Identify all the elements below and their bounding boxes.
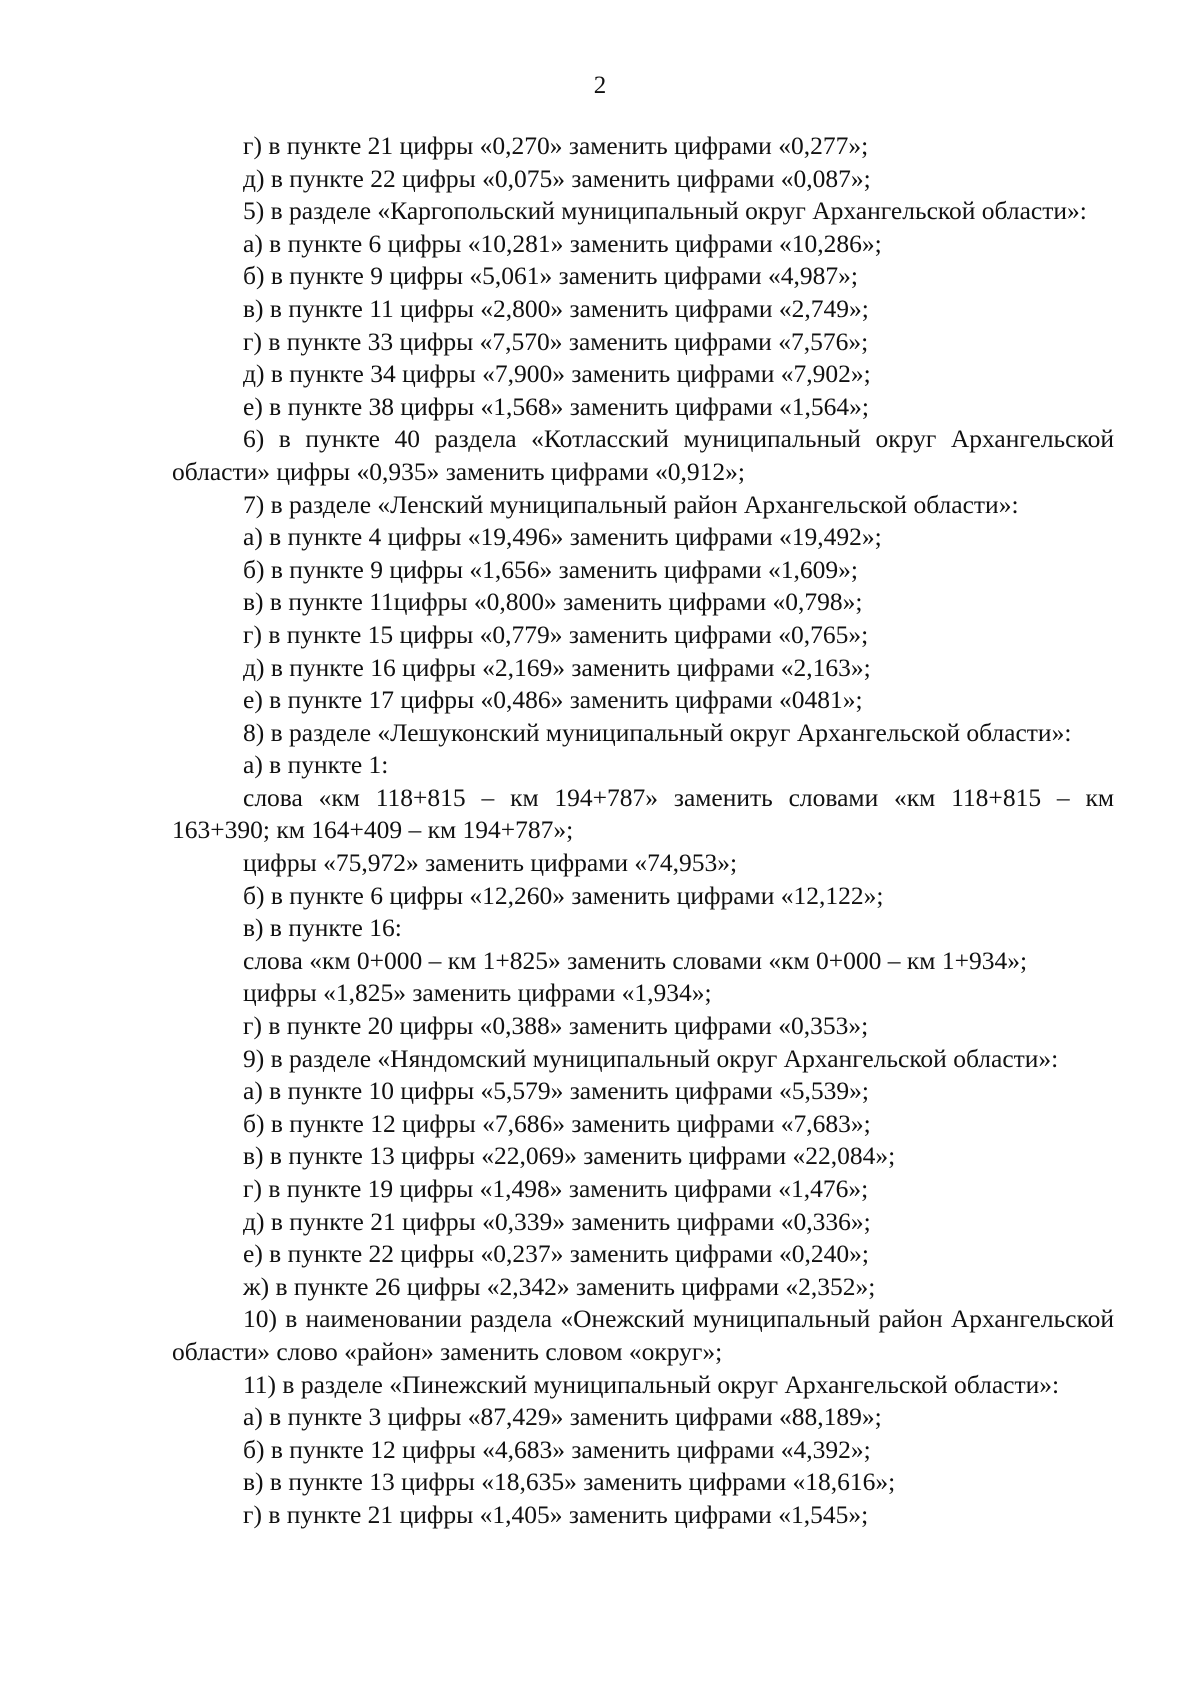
paragraph: 7) в разделе «Ленский муниципальный район Архангельской области»: <box>243 489 1019 519</box>
paragraph: г) в пункте 19 цифры «1,498» заменить цифрами «1,476»; <box>243 1174 869 1203</box>
paragraph: в) в пункте 11цифры «0,800» заменить цифрами «0,798»; <box>243 587 863 617</box>
paragraph: е) в пункте 38 цифры «1,568» заменить цифрами «1,564»; <box>243 391 870 421</box>
paragraph: а) в пункте 6 цифры «10,281» заменить цифрами «10,286»; <box>243 228 882 258</box>
paragraph: б) в пункте 12 цифры «4,683» заменить цифрами «4,392»; <box>243 1434 871 1464</box>
paragraph: б) в пункте 9 цифры «5,061» заменить цифрами «4,987»; <box>243 261 858 291</box>
document-body <box>172 130 1114 1532</box>
paragraph: 10) в наименовании раздела «Онежский муниципальный район Архангельской области» слово «район» заменить словом «округ»; <box>172 1304 1114 1366</box>
paragraph: е) в пункте 17 цифры «0,486» заменить цифрами «0481»; <box>243 685 863 715</box>
paragraph: в) в пункте 16: <box>243 913 402 943</box>
paragraph: д) в пункте 34 цифры «7,900» заменить цифрами «7,902»; <box>243 359 871 389</box>
paragraph: г) в пункте 15 цифры «0,779» заменить цифрами «0,765»; <box>243 619 869 649</box>
paragraph: цифры «75,972» заменить цифрами «74,953»; <box>243 848 738 878</box>
paragraph: д) в пункте 16 цифры «2,169» заменить цифрами «2,163»; <box>243 652 871 682</box>
paragraph: г) в пункте 20 цифры «0,388» заменить цифрами «0,353»; <box>243 1011 869 1041</box>
page-number: 2 <box>593 72 607 99</box>
paragraph: б) в пункте 12 цифры «7,686» заменить цифрами «7,683»; <box>243 1108 871 1138</box>
paragraph: 6) в пункте 40 раздела «Котласский муниципальный округ Архангельской области» цифры «0,935» заменить цифрами «0,912»; <box>172 424 1114 486</box>
paragraph: а) в пункте 1: <box>243 750 389 780</box>
paragraph: слова «км 0+000 – км 1+825» заменить словами «км 0+000 – км 1+934»; <box>243 945 1028 975</box>
paragraph: 9) в разделе «Няндомский муниципальный округ Архангельской области»: <box>243 1043 1059 1073</box>
paragraph: б) в пункте 6 цифры «12,260» заменить цифрами «12,122»; <box>243 880 884 910</box>
paragraph: а) в пункте 10 цифры «5,579» заменить цифрами «5,539»; <box>243 1076 870 1106</box>
paragraph: цифры «1,825» заменить цифрами «1,934»; <box>243 978 712 1008</box>
paragraph: а) в пункте 4 цифры «19,496» заменить цифрами «19,492»; <box>243 522 882 552</box>
paragraph: б) в пункте 9 цифры «1,656» заменить цифрами «1,609»; <box>243 554 858 584</box>
paragraph: 5) в разделе «Каргопольский муниципальный округ Архангельской области»: <box>243 196 1087 226</box>
paragraph: г) в пункте 33 цифры «7,570» заменить цифрами «7,576»; <box>243 326 869 356</box>
paragraph: г) в пункте 21 цифры «1,405» заменить цифрами «1,545»; <box>243 1499 869 1529</box>
paragraph: слова «км 118+815 – км 194+787» заменить словами «км 118+815 – км 163+390; км 164+409 – км 194+787»; <box>172 782 1114 845</box>
paragraph: в) в пункте 11 цифры «2,800» заменить цифрами «2,749»; <box>243 293 869 323</box>
paragraph: д) в пункте 22 цифры «0,075» заменить цифрами «0,087»; <box>243 163 871 193</box>
paragraph: а) в пункте 3 цифры «87,429» заменить цифрами «88,189»; <box>243 1402 882 1432</box>
paragraph: 11) в разделе «Пинежский муниципальный округ Архангельской области»: <box>243 1369 1060 1399</box>
paragraph: е) в пункте 22 цифры «0,237» заменить цифрами «0,240»; <box>243 1239 870 1269</box>
paragraph: 8) в разделе «Лешуконский муниципальный округ Архангельской области»: <box>243 717 1072 747</box>
paragraph: в) в пункте 13 цифры «22,069» заменить цифрами «22,084»; <box>243 1141 896 1171</box>
paragraph: г) в пункте 21 цифры «0,270» заменить цифрами «0,277»; <box>243 131 869 160</box>
paragraph: д) в пункте 21 цифры «0,339» заменить цифрами «0,336»; <box>243 1206 871 1236</box>
paragraph: ж) в пункте 26 цифры «2,342» заменить цифрами «2,352»; <box>243 1271 876 1301</box>
paragraph: в) в пункте 13 цифры «18,635» заменить цифрами «18,616»; <box>243 1467 896 1497</box>
